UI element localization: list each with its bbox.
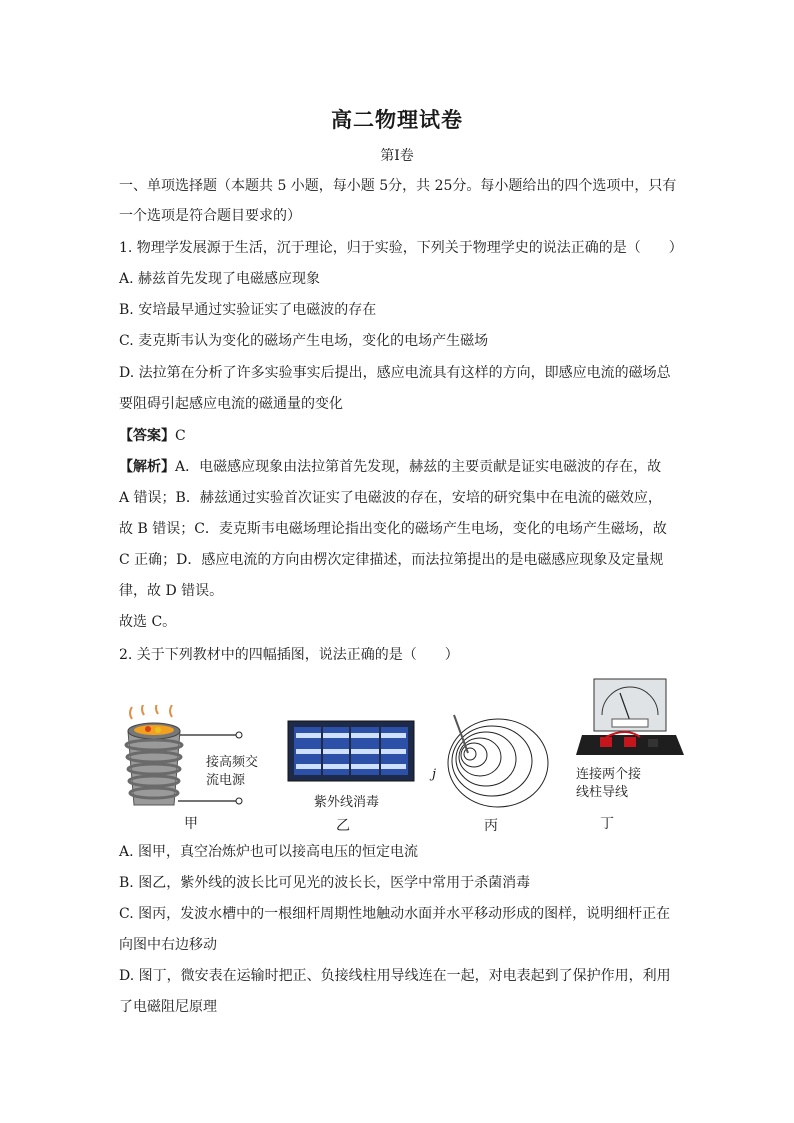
section-heading-line-1: 一、单项选择题（本题共 5 小题，每小题 5分，共 25分。每小题给出的四个选项中，只有 — [119, 178, 677, 194]
q1-analysis-line-3: 故 B 错误；C．麦克斯韦电磁场理论指出变化的磁场产生电场，变化的电场产生磁场，故 — [119, 521, 667, 537]
q1-analysis-line-5: 律，故 D 错误。 — [119, 583, 224, 599]
q1-analysis-line-2: A 错误；B．赫兹通过实验首次证实了电磁波的存在，安培的研究集中在电流的磁效应， — [119, 490, 662, 506]
answer-value: C — [175, 428, 186, 444]
uv-lamp-illustration — [286, 719, 418, 785]
q2-figures — [110, 675, 690, 840]
figure-ding-label: 丁 — [600, 816, 614, 832]
figure-jia — [110, 705, 290, 815]
q1-stem: 1. 物理学发展源于生活，沉于理论，归于实验，下列关于物理学史的说法正确的是（ ） — [119, 240, 683, 256]
figure-yi — [286, 719, 418, 809]
figure-yi-caption: 紫外线消毒 — [314, 795, 380, 810]
figure-ding — [572, 675, 690, 805]
q1-analysis-line-4: C 正确；D．感应电流的方向由楞次定律描述，而法拉第提出的是电磁感应现象及定量规 — [119, 552, 664, 568]
analysis-label: 【解析】 — [119, 459, 175, 475]
section-heading-line-2: 一个选项是符合题目要求的） — [119, 208, 301, 224]
figure-jia-label: 甲 — [184, 816, 198, 832]
answer-label: 【答案】 — [119, 428, 175, 444]
q2-option-a: A. 图甲，真空冶炼炉也可以接高电压的恒定电流 — [119, 844, 419, 860]
q1-option-b: B. 安培最早通过实验证实了电磁波的存在 — [119, 302, 377, 318]
figure-yi-label: 乙 — [336, 818, 350, 834]
figure-ding-caption-2: 线柱导线 — [576, 785, 629, 800]
analysis-text-1: A．电磁感应现象由法拉第首先发现，赫兹的主要贡献是证实电磁波的存在，故 — [175, 459, 662, 475]
ripple-pattern-illustration — [436, 711, 552, 811]
q1-option-d-line-2: 要阻碍引起感应电流的磁通量的变化 — [119, 396, 343, 412]
q1-option-d-line-1: D. 法拉第在分析了许多实验事实后提出，感应电流具有这样的方向，即感应电流的磁场总 — [119, 365, 671, 381]
q1-option-c: C. 麦克斯韦认为变化的磁场产生电场，变化的电场产生磁场 — [119, 333, 489, 349]
q1-option-a: A. 赫兹首先发现了电磁感应现象 — [119, 271, 321, 287]
meter-illustration — [572, 675, 690, 761]
figure-jia-caption-1: 接高频交 — [206, 755, 259, 770]
q2-option-c-line-2: 向图中右边移动 — [119, 937, 217, 953]
q2-stem: 2. 关于下列教材中的四幅插图，说法正确的是（ ） — [119, 647, 459, 663]
q2-option-c-line-1: C. 图丙，发波水槽中的一根细杆周期性地触动水面并水平移动形成的图样，说明细杆正在 — [119, 906, 671, 922]
q1-conclusion: 故选 C。 — [119, 614, 177, 630]
volume-label: 第I卷 — [380, 148, 414, 164]
figure-bing-marker: j — [432, 767, 437, 782]
q2-option-d-line-2: 了电磁阻尼原理 — [119, 999, 217, 1015]
figure-ding-caption-1: 连接两个接 — [576, 767, 642, 782]
q1-answer — [119, 426, 186, 446]
figure-bing-label: 丙 — [484, 818, 498, 834]
q1-analysis-line-1 — [119, 457, 661, 477]
q2-option-b: B. 图乙，紫外线的波长比可见光的波长长，医学中常用于杀菌消毒 — [119, 875, 531, 891]
furnace-illustration — [110, 705, 290, 815]
figure-jia-caption-2: 流电源 — [206, 773, 246, 788]
page-title: 高二物理试卷 — [331, 107, 463, 132]
figure-bing — [432, 711, 552, 811]
q2-option-d-line-1: D. 图丁，微安表在运输时把正、负接线柱用导线连在一起，对电表起到了保护作用，利用 — [119, 968, 671, 984]
